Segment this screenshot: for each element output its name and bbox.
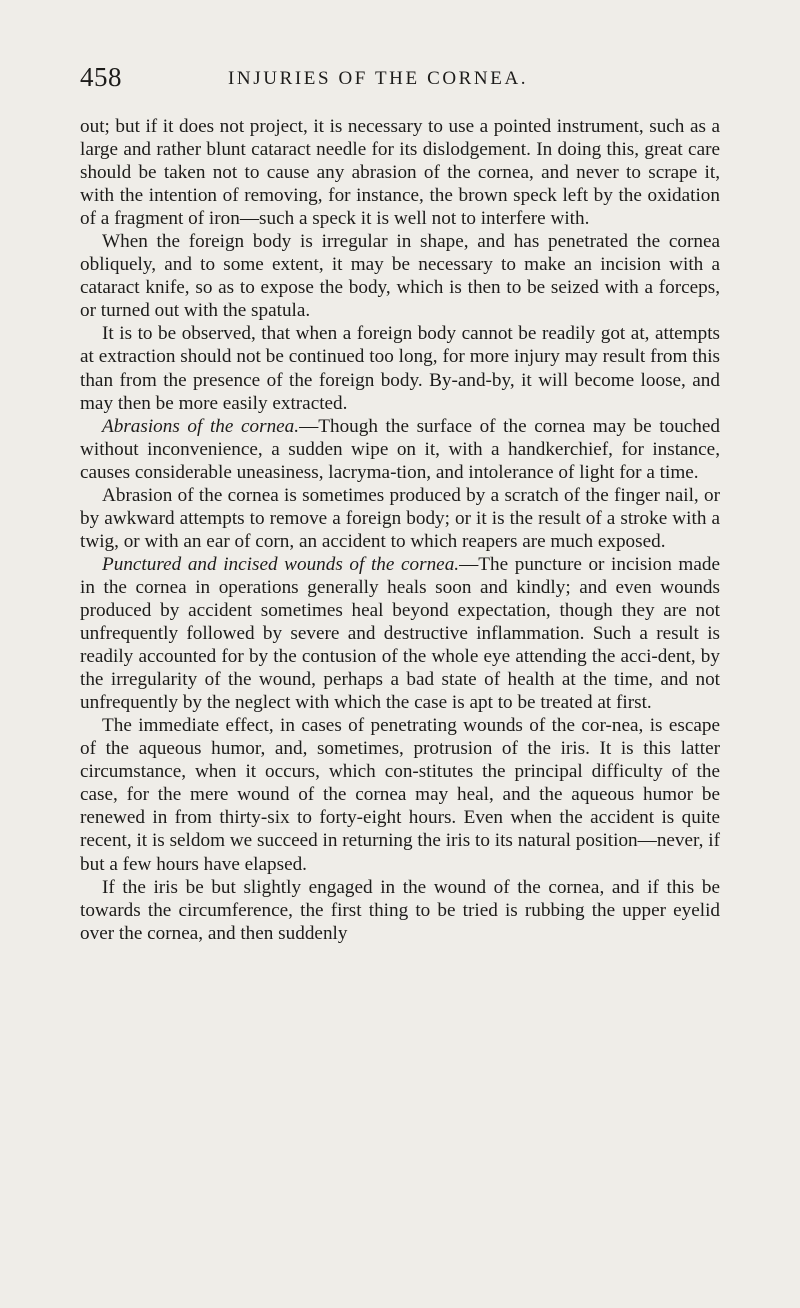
paragraph-8-text: If the iris be but slightly engaged in the wound of the cornea, and if this be towards the circumference, the first thing to be tried is rubbing the upper eyelid over the cornea, and then suddenly	[80, 876, 720, 944]
paragraph-7	[80, 714, 720, 875]
paragraph-5	[80, 484, 720, 553]
paragraph-8	[80, 876, 720, 945]
paragraph-1-text: out; but if it does not project, it is necessary to use a pointed instrument, such as a large and rather blunt cataract needle for its dislodgement. In doing this, great care should be taken not to cause any abrasion of the cornea, and never to scrape it, with the intention of removing, for instance, the brown speck left by the oxidation of a fragment of iron—such a speck it is well not to interfere with.	[80, 116, 720, 230]
paragraph-6-lead: Punctured and incised wounds of the cornea.	[102, 553, 460, 575]
paragraph-1	[80, 115, 720, 230]
paragraph-3	[80, 322, 720, 414]
page-header	[80, 62, 720, 96]
paragraph-4-text: —Though the surface of the cornea may be touched without inconvenience, a sudden wipe on it, with a handkerchief, for instance, causes considerable uneasiness, lacryma-tion, and intolerance of light for a time.	[80, 415, 721, 483]
body-text	[80, 115, 720, 945]
paragraph-2	[80, 230, 720, 322]
paragraph-2-text: When the foreign body is irregular in shape, and has penetrated the cornea obliquely, and to some extent, it may be necessary to make an incision with a cataract knife, so as to expose the body, which is then to be seized with a forceps, or turned out with the spatula.	[80, 231, 720, 322]
paragraph-5-text: Abrasion of the cornea is sometimes produced by a scratch of the finger nail, or by awkward attempts to remove a foreign body; or it is the result of a stroke with a twig, or with an ear of corn, an accident to which reapers are much exposed.	[80, 484, 720, 552]
paragraph-6-text: —The puncture or incision made in the cornea in operations generally heals soon and kindly; and even wounds produced by accident sometimes heal beyond expectation, though they are not unfrequently followed by severe and destructive inflammation. Such a result is readily accounted for by the contusion of the whole eye attending the acci-dent, by the irregularity of the wound, perhaps a bad state of health at the time, and not unfrequently by the neglect with which the case is apt to be treated at first.	[80, 553, 720, 714]
paragraph-4	[80, 415, 720, 484]
paragraph-3-text: It is to be observed, that when a foreign body cannot be readily got at, attempts at extraction should not be continued too long, for more injury may result from this than from the presence of the foreign body. By-and-by, it will become loose, and may then be more easily extracted.	[80, 323, 720, 414]
paragraph-6	[80, 553, 720, 714]
paragraph-4-lead: Abrasions of the cornea.	[102, 415, 300, 437]
running-title: INJURIES OF THE CORNEA.	[228, 68, 529, 89]
paragraph-7-text: The immediate effect, in cases of penetrating wounds of the cor-nea, is escape of the aqueous humor, and, sometimes, protrusion of the iris. It is this latter circumstance, when it occurs, which con-stitutes the principal difficulty of the case, for the mere wound of the cornea may heal, and the aqueous humor be renewed in from thirty-six to forty-eight hours. Even when the accident is quite recent, it is seldom we succeed in returning the iris to its natural position—never, if but a few hours have elapsed.	[80, 715, 720, 875]
page-number: 458	[80, 62, 122, 92]
